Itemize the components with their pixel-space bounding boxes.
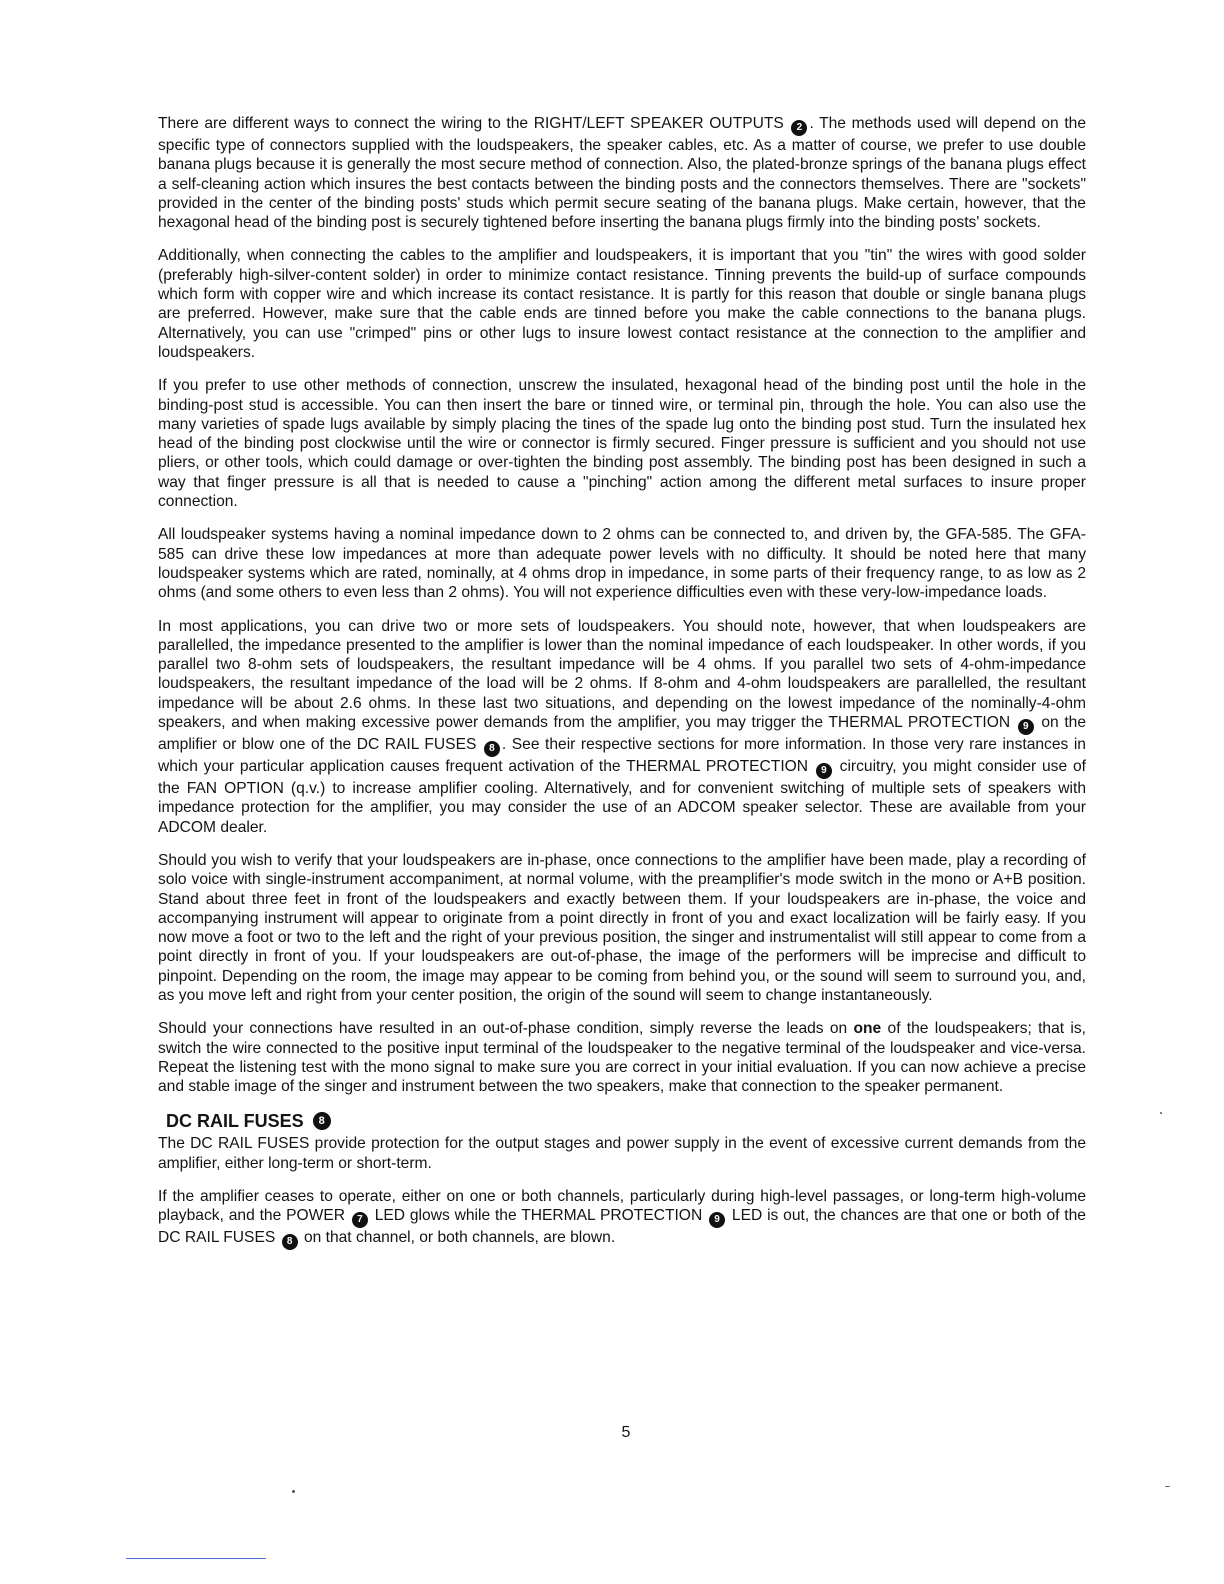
paragraph-fuse-protection: The DC RAIL FUSES provide protection for the output stages and power supply in the event of excessive current demands from the amplifier, either long-term or short-term. xyxy=(158,1135,1086,1172)
callout-speaker-outputs: 2 xyxy=(791,120,807,136)
paragraph-low-impedance: All loudspeaker systems having a nominal impedance down to 2 ohms can be connected to, and driven by, the GFA-585. The GFA-585 can drive these low impedances at more than adequate power levels with no difficulty. It should be noted here that many loudspeaker systems which are rated, nominally, at 4 ohms drop in impedance, in some parts of their frequency range, to as low as 2 ohms (and some others to even less than 2 ohms). You will not experience difficulties even with these very-low-impedance loads. xyxy=(158,526,1086,602)
paragraph-out-of-phase: Should your connections have resulted in an out-of-phase condition, simply reverse the leads on one of the loudspeakers; that is, switch the wire connected to the positive input terminal of the loudspeaker to the negative terminal of the loudspeaker and vice-versa. Repeat the listening test with the mono signal to make sure you are correct in your initial evaluation. If you can now achieve a precise and stable image of the singer and instrument between the two speakers, make that connection to the speaker permanent. xyxy=(158,1020,1086,1096)
footer-rule xyxy=(126,1558,266,1559)
callout-power-led: 7 xyxy=(352,1212,368,1228)
paragraph-fuse-blown: If the amplifier ceases to operate, either on one or both channels, particularly during high-level passages, or long-term high-volume playback, and the POWER 7 LED glows while the THERMAL PROTECTION 9 LED is out, the chances are that one or both of the DC RAIL FUSES 8 on that channel, or both channels, are blown. xyxy=(158,1187,1086,1250)
paragraph-other-connections: If you prefer to use other methods of connection, unscrew the insulated, hexagonal head of the binding post until the hole in the binding-post stud is accessible. You can then insert the bare or tinned wire, or terminal pin, through the hole. You can also use the many varieties of spade lugs available by simply placing the tines of the spade lug onto the binding post stud. Turn the insulated hex head of the binding post clockwise until the wire or connector is firmly secured. Finger pressure is sufficient and you should not use pliers, or other tools, which could damage or over-tighten the binding post assembly. The binding post has been designed in such a way that finger pressure is all that is needed to cause a "pinching" action among the different metal surfaces to insure proper connection. xyxy=(158,377,1086,511)
scan-speck xyxy=(292,1490,295,1493)
paragraph-speaker-outputs: There are different ways to connect the wiring to the RIGHT/LEFT SPEAKER OUTPUTS 2 . The methods used will depend on the specific type of connectors supplied with the loudspeakers, the speaker cables, etc. As a matter of course, we prefer to use double banana plugs because it is generally the most secure method of connection. Also, the plated-bronze springs of the banana plugs effect a self-cleaning action which insures the best contacts between the binding posts and the connectors themselves. There are "sockets" provided in the center of the binding posts' studs which permit secure seating of the banana plugs. Make certain, however, that the hexagonal head of the binding post is securely tightened before inserting the banana plugs firmly into the binding posts' sockets. xyxy=(158,115,1086,232)
paragraph-multiple-speakers: In most applications, you can drive two or more sets of loudspeakers. You should note, however, that when loudspeakers are parallelled, the impedance presented to the amplifier is lower than the nominal impedance of each loudspeaker. In other words, if you parallel two 8-ohm sets of loudspeakers, the resultant impedance will be 4 ohms. If you parallel two sets of 4-ohm-impedance loudspeakers, the resultant impedance of the load will be 2 ohms. If 8-ohm and 4-ohm loudspeakers are parallelled, the resultant impedance will be about 2.6 ohms. In these last two situations, and depending on the lowest impedance of the nominally-4-ohm speakers, and when making excessive power demands from the amplifier, you may trigger the THERMAL PROTECTION 9 on the amplifier or blow one of the DC RAIL FUSES 8 . See their respective sections for more information. In those very rare instances in which your particular application causes frequent activation of the THERMAL PROTECTION 9 circuitry, you might consider use of the FAN OPTION (q.v.) to increase amplifier cooling. Alternatively, and for convenient switching of multiple sets of speakers with impedance protection for the amplifier, you may consider the use of an ADCOM speaker selector. These are available from your ADCOM dealer. xyxy=(158,617,1086,836)
callout-dc-rail-fuses: 8 xyxy=(282,1234,298,1250)
paragraph-tinning: Additionally, when connecting the cables to the amplifier and loudspeakers, it is important that you "tin" the wires with good solder (preferably high-silver-content solder) in order to minimize contact resistance. Tinning prevents the build-up of surface compounds which form with copper wire and which increase its contact resistance. It is partly for this reason that double or single banana plugs are preferred. However, make sure that the cable ends are tinned before you make the cable connections to the banana plugs. Alternatively, you can use "crimped" pins or other lugs to insure lowest contact resistance at the connection to the amplifier and loudspeakers. xyxy=(158,247,1086,361)
callout-dc-rail-fuses: 8 xyxy=(484,741,500,757)
paragraph-phase-check: Should you wish to verify that your loudspeakers are in-phase, once connections to the amplifier have been made, play a recording of solo voice with single-instrument accompaniment, at normal volume, with the preamplifier's mode switch in the mono or A+B position. Stand about three feet in front of the loudspeakers and exactly between them. If your loudspeakers are in-phase, the voice and accompanying instrument will appear to originate from a point directly in front of you and exact localization will be fairly easy. If you now move a foot or two to the left and the right of your previous position, the singer and instrumentalist will still appear to come from a point directly in front of you. If your loudspeakers are out-of-phase, the image of the performers will be imprecise and difficult to pinpoint. Depending on the room, the image may appear to be coming from behind you, or the sound will seem to surround you, and, as you move left and right from your center position, the origin of the sound will seem to change instantaneously. xyxy=(158,851,1086,1004)
emphasis-one: one xyxy=(853,1020,882,1038)
callout-thermal-protection: 9 xyxy=(816,763,832,779)
section-heading-dc-rail-fuses xyxy=(166,1110,1086,1132)
scan-speck xyxy=(1165,1486,1170,1487)
scan-speck xyxy=(1160,1112,1162,1114)
callout-thermal-protection: 9 xyxy=(1018,719,1034,735)
section-title: DC RAIL FUSES xyxy=(166,1111,304,1132)
manual-page-body xyxy=(158,114,1086,1264)
page-number: 5 xyxy=(621,1424,631,1441)
callout-thermal-protection: 9 xyxy=(709,1212,725,1228)
callout-dc-rail-fuses: 8 xyxy=(313,1112,331,1130)
